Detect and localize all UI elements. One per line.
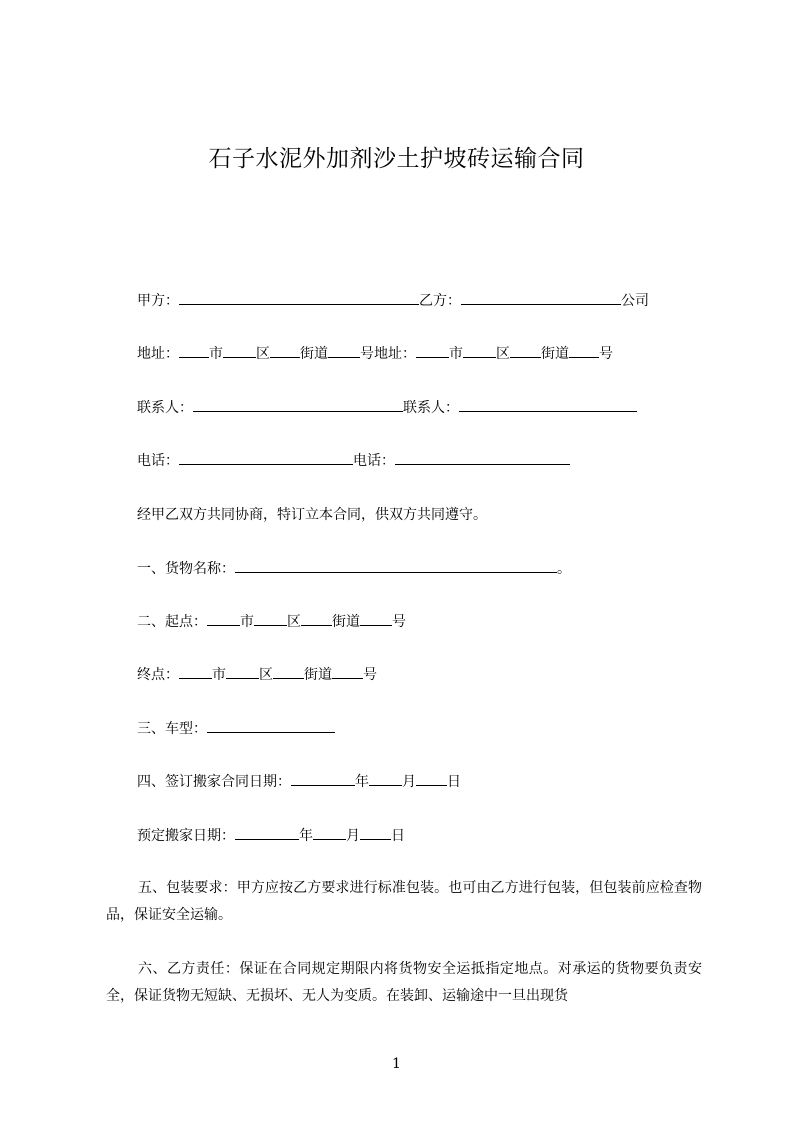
vehicle-label: 三、车型：	[137, 721, 207, 737]
goods-line	[137, 560, 571, 578]
street-label: 街道	[332, 614, 360, 630]
address-label-2: 号地址：	[360, 346, 416, 362]
address-line	[137, 345, 613, 363]
district-label: 区	[259, 667, 273, 683]
party-b-suffix: 公司	[621, 293, 649, 309]
city-label: 市	[209, 346, 223, 362]
start-line	[137, 613, 406, 631]
blank	[360, 613, 392, 626]
blank	[223, 345, 256, 358]
move-date-line	[137, 827, 405, 845]
party-line	[137, 292, 649, 310]
day-blank	[416, 773, 447, 786]
blank	[569, 345, 599, 358]
address-label: 地址：	[137, 346, 179, 362]
month-label: 月	[402, 774, 416, 790]
month-blank	[313, 827, 346, 840]
street-label: 街道	[300, 346, 328, 362]
blank	[226, 666, 259, 679]
contact-label: 联系人：	[137, 400, 193, 416]
number-label: 号	[392, 614, 406, 630]
year-label: 年	[299, 828, 313, 844]
city-label: 市	[240, 614, 254, 630]
blank	[332, 666, 363, 679]
district-label: 区	[287, 614, 301, 630]
end-label: 终点：	[137, 667, 179, 683]
phone-a-blank	[179, 452, 353, 465]
sign-date-line	[137, 773, 461, 791]
contact-line	[137, 399, 637, 417]
page-number: 1	[392, 1056, 401, 1072]
phone-b-blank	[395, 452, 570, 465]
phone-line	[137, 452, 570, 470]
day-label: 日	[391, 828, 405, 844]
intro-text: 经甲乙双方共同协商，特订立本合同，供双方共同遵守。	[137, 507, 487, 523]
blank	[416, 345, 449, 358]
blank	[179, 345, 209, 358]
year-blank	[291, 773, 355, 786]
vehicle-blank	[207, 720, 335, 733]
street-label: 街道	[541, 346, 569, 362]
month-blank	[369, 773, 402, 786]
blank	[301, 613, 332, 626]
goods-label: 一、货物名称：	[137, 561, 235, 577]
contact-b-blank	[459, 399, 637, 412]
year-blank	[235, 827, 299, 840]
move-date-label: 预定搬家日期：	[137, 828, 235, 844]
number-label: 号	[363, 667, 377, 683]
vehicle-line	[137, 720, 335, 738]
party-a-blank	[179, 292, 419, 305]
party-a-label: 甲方：	[137, 293, 179, 309]
end-line	[137, 666, 377, 684]
sign-date-label: 四、签订搬家合同日期：	[137, 774, 291, 790]
city-label: 市	[449, 346, 463, 362]
city-label: 市	[212, 667, 226, 683]
district-label: 区	[256, 346, 270, 362]
blank	[254, 613, 287, 626]
year-label: 年	[355, 774, 369, 790]
start-label: 二、起点：	[137, 614, 207, 630]
contract-title: 石子水泥外加剂沙土护坡砖运输合同	[208, 146, 585, 172]
district-label: 区	[496, 346, 510, 362]
day-blank	[360, 827, 391, 840]
contact-label-2: 联系人：	[403, 400, 459, 416]
number-label: 号	[599, 346, 613, 362]
blank	[328, 345, 360, 358]
phone-label: 电话：	[137, 453, 179, 469]
street-label: 街道	[304, 667, 332, 683]
blank	[207, 613, 240, 626]
goods-suffix: 。	[557, 561, 571, 577]
contact-a-blank	[193, 399, 403, 412]
blank	[463, 345, 496, 358]
clause-six: 六、乙方责任：保证在合同规定期限内将货物安全运抵指定地点。对承运的货物要负责安全，保证货物无短缺、无损坏、无人为变质。在装卸、运输途中一旦出现货	[106, 961, 702, 1004]
clause-five: 五、包装要求：甲方应按乙方要求进行标准包装。也可由乙方进行包装，但包装前应检查物品，保证安全运输。	[106, 880, 702, 923]
blank	[179, 666, 212, 679]
blank	[273, 666, 304, 679]
party-b-label: 乙方：	[419, 293, 461, 309]
blank	[270, 345, 300, 358]
phone-label-2: 电话：	[353, 453, 395, 469]
blank	[510, 345, 541, 358]
day-label: 日	[447, 774, 461, 790]
party-b-blank	[461, 292, 621, 305]
goods-blank	[235, 560, 557, 573]
month-label: 月	[346, 828, 360, 844]
